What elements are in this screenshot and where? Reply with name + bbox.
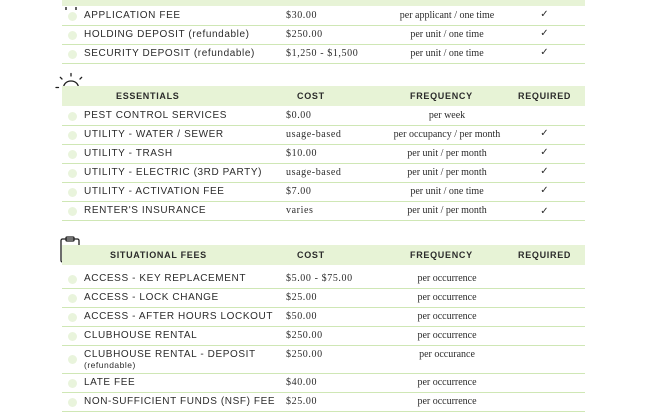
fee-frequency: per unit / one time — [410, 48, 484, 59]
fee-name: ACCESS - KEY REPLACEMENT — [84, 273, 247, 284]
required-column-header: REQUIRED — [518, 91, 572, 101]
bullet-dot — [68, 50, 77, 59]
table-row — [62, 6, 585, 26]
fee-cost: $250.00 — [286, 29, 323, 40]
fee-name: ACCESS - AFTER HOURS LOCKOUT — [84, 311, 274, 322]
fee-frequency: per occurrence — [417, 273, 477, 284]
table-row — [62, 163, 585, 183]
fee-name: PEST CONTROL SERVICES — [84, 110, 228, 121]
required-check: ✓ — [540, 47, 549, 58]
bullet-dot — [68, 31, 77, 40]
bullet-dot — [68, 169, 77, 178]
bullet-dot — [68, 188, 77, 197]
fee-frequency: per occurrence — [417, 396, 477, 407]
situational-header-bar — [62, 245, 585, 265]
bullet-dot — [68, 112, 77, 121]
fee-name: NON-SUFFICIENT FUNDS (NSF) FEE — [84, 396, 276, 407]
fee-cost: $250.00 — [286, 330, 323, 341]
required-check: ✓ — [540, 185, 549, 196]
fee-name: CLUBHOUSE RENTAL — [84, 330, 198, 341]
table-row — [62, 125, 585, 145]
required-check: ✓ — [540, 28, 549, 39]
table-row — [62, 326, 585, 346]
fee-cost: usage-based — [286, 167, 342, 178]
fee-name: ACCESS - LOCK CHANGE — [84, 292, 219, 303]
table-row — [62, 269, 585, 289]
cost-column-header: COST — [297, 91, 325, 101]
table-row — [62, 44, 585, 64]
fee-cost: $50.00 — [286, 311, 318, 322]
table-row — [62, 345, 585, 374]
required-check: ✓ — [540, 128, 549, 139]
bullet-dot — [68, 294, 77, 303]
required-check: ✓ — [540, 9, 549, 20]
fee-name: UTILITY - ELECTRIC (3RD PARTY) — [84, 167, 263, 178]
fee-name: SECURITY DEPOSIT (refundable) — [84, 48, 255, 59]
bullet-dot — [68, 332, 77, 341]
table-row — [62, 288, 585, 308]
table-row — [62, 201, 585, 221]
section-title: SITUATIONAL FEES — [110, 250, 207, 260]
bullet-dot — [68, 398, 77, 407]
table-row — [62, 307, 585, 327]
fee-frequency: per occurrence — [417, 311, 477, 322]
table-row — [62, 392, 585, 412]
fee-name: LATE FEE — [84, 377, 136, 388]
fee-frequency: per unit / per month — [407, 148, 487, 159]
fee-cost: $25.00 — [286, 292, 318, 303]
table-row — [62, 373, 585, 393]
table-row — [62, 144, 585, 164]
table-row — [62, 182, 585, 202]
fee-frequency: per unit / one time — [410, 29, 484, 40]
fee-cost: $250.00 — [286, 349, 323, 360]
fee-name: UTILITY - TRASH — [84, 148, 173, 159]
fee-cost: varies — [286, 205, 314, 216]
essentials-header-bar — [62, 86, 585, 106]
fee-cost: $0.00 — [286, 110, 312, 121]
required-check: ✓ — [540, 206, 549, 217]
bullet-dot — [68, 355, 77, 364]
frequency-column-header: FREQUENCY — [410, 91, 473, 101]
fee-frequency: per week — [428, 110, 466, 121]
required-check: ✓ — [540, 147, 549, 158]
fee-cost: $30.00 — [286, 10, 318, 21]
section-title: ESSENTIALS — [116, 91, 180, 101]
fee-cost: $10.00 — [286, 148, 318, 159]
bullet-dot — [68, 131, 77, 140]
fee-cost: $40.00 — [286, 377, 318, 388]
required-column-header: REQUIRED — [518, 250, 572, 260]
fee-cost: $25.00 — [286, 396, 318, 407]
fee-frequency: per occurance — [419, 349, 475, 360]
fee-cost: $7.00 — [286, 186, 312, 197]
frequency-column-header: FREQUENCY — [410, 250, 473, 260]
table-row — [62, 106, 585, 126]
fee-frequency: per occurrence — [417, 377, 477, 388]
fee-frequency: per unit / per month — [407, 205, 487, 216]
fee-name: UTILITY - ACTIVATION FEE — [84, 186, 225, 197]
fee-name — [84, 349, 256, 370]
fee-name-line2: (refundable) — [84, 360, 136, 370]
fee-frequency: per occurrence — [417, 292, 477, 303]
fee-frequency: per occupancy / per month — [393, 129, 501, 140]
fee-frequency: per unit / one time — [410, 186, 484, 197]
fee-name-line1: CLUBHOUSE RENTAL - DEPOSIT — [84, 349, 256, 360]
bullet-dot — [68, 207, 77, 216]
bullet-dot — [68, 313, 77, 322]
fee-cost: usage-based — [286, 129, 342, 140]
bullet-dot — [68, 379, 77, 388]
table-row — [62, 25, 585, 45]
fee-frequency: per occurrence — [417, 330, 477, 341]
cost-column-header: COST — [297, 250, 325, 260]
fee-name: UTILITY - WATER / SEWER — [84, 129, 224, 140]
fee-cost: $5.00 - $75.00 — [286, 273, 353, 284]
fee-name: RENTER'S INSURANCE — [84, 205, 207, 216]
required-check: ✓ — [540, 166, 549, 177]
fee-cost: $1,250 - $1,500 — [286, 48, 359, 59]
fee-frequency: per applicant / one time — [399, 10, 495, 21]
fee-frequency: per unit / per month — [407, 167, 487, 178]
bullet-dot — [68, 12, 77, 21]
fee-name: APPLICATION FEE — [84, 10, 181, 21]
fee-name: HOLDING DEPOSIT (refundable) — [84, 29, 250, 40]
bullet-dot — [68, 275, 77, 284]
bullet-dot — [68, 150, 77, 159]
